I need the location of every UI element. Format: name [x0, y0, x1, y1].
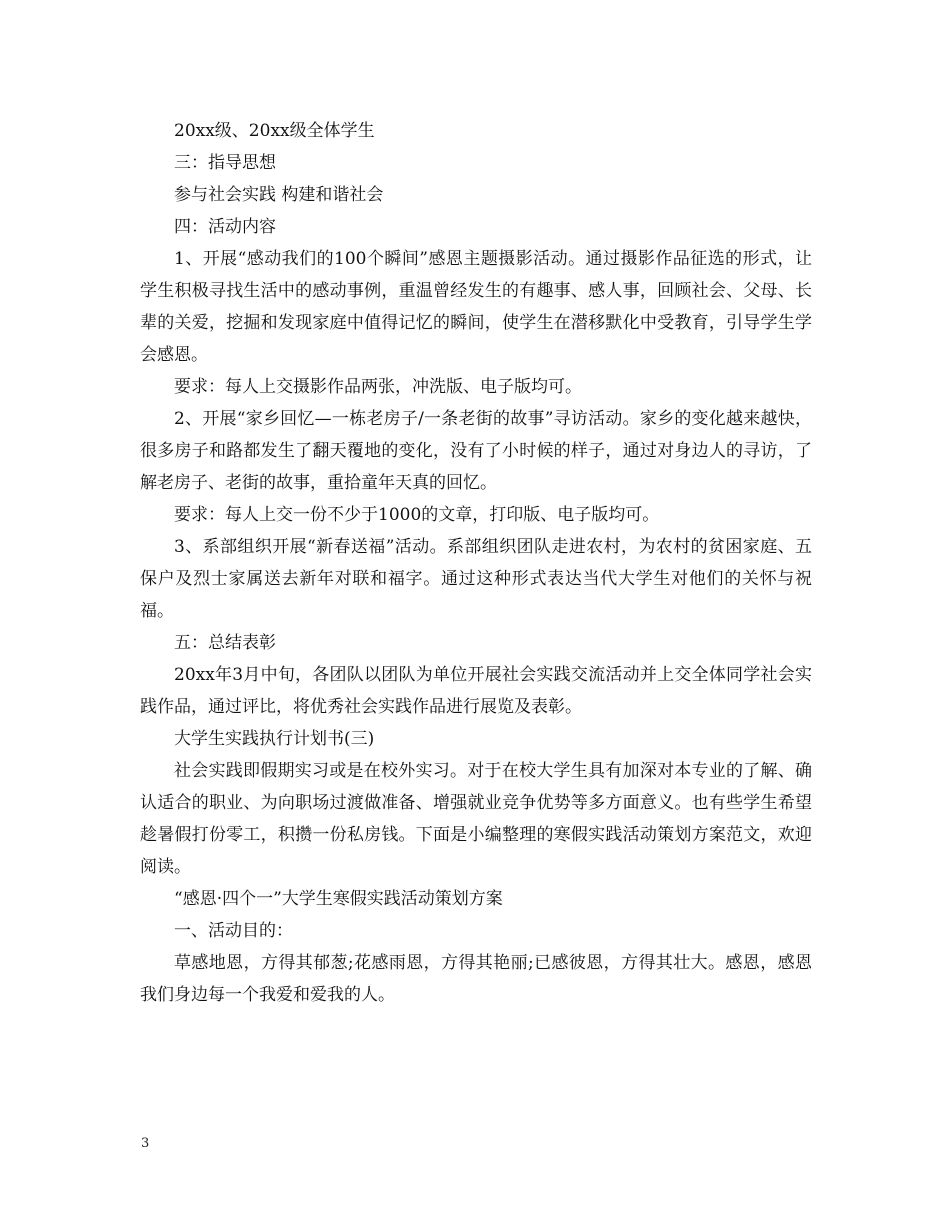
- section-heading-guiding-idea: 三：指导思想: [174, 153, 276, 173]
- paragraph-guiding-idea: 参与社会实践 构建和谐社会: [174, 185, 384, 205]
- paragraph-activity-2: 2、开展“家乡回忆—一栋老房子/一条老街的故事”寻访活动。家乡的变化越来越快，很多房子和路都发生了翻天覆地的变化，没有了小时候的样子，通过对身边人的寻访，了解老房子、老街的故事，重拾童年天真的回忆。: [140, 409, 812, 493]
- paragraph-introduction: 社会实践即假期实习或是在校外实习。对于在校大学生具有加深对本专业的了解、确认适合的职业、为向职场过渡做准备、增强就业竞争优势等多方面意义。也有些学生希望趁暑假打份零工，积攒一份私房钱。下面是小编整理的寒假实践活动策划方案范文，欢迎阅读。: [140, 761, 812, 877]
- section-heading-activity-content: 四：活动内容: [174, 217, 276, 237]
- paragraph-class-line: 20xx级、20xx级全体学生: [174, 121, 375, 141]
- section-heading-purpose: 一、活动目的：: [174, 921, 293, 941]
- paragraph-summary: 20xx年3月中旬，各团队以团队为单位开展社会实践交流活动并上交全体同学社会实践作品，通过评比，将优秀社会实践作品进行展览及表彰。: [140, 665, 812, 717]
- page-number: 3: [141, 1136, 150, 1151]
- paragraph-purpose: 草感地恩，方得其郁葱;花感雨恩，方得其艳丽;已感彼恩，方得其壮大。感恩，感恩我们身边每一个我爱和爱我的人。: [140, 953, 812, 1005]
- paragraph-activity-3: 3、系部组织开展“新春送福”活动。系部组织团队走进农村，为农村的贫困家庭、五保户及烈士家属送去新年对联和福字。通过这种形式表达当代大学生对他们的关怀与祝福。: [140, 537, 812, 621]
- paragraph-activity-1: 1、开展“感动我们的100个瞬间”感恩主题摄影活动。通过摄影作品征选的形式，让学生积极寻找生活中的感动事例，重温曾经发生的有趣事、感人事，回顾社会、父母、长辈的关爱，挖掘和发现家庭中值得记忆的瞬间，使学生在潜移默化中受教育，引导学生学会感恩。: [140, 249, 812, 365]
- paragraph-requirement-2: 要求：每人上交一份不少于1000的文章，打印版、电子版均可。: [174, 505, 660, 525]
- plan-title: “感恩·四个一”大学生寒假实践活动策划方案: [174, 889, 503, 909]
- section-heading-summary: 五：总结表彰: [174, 633, 276, 653]
- paragraph-requirement-1: 要求：每人上交摄影作品两张，冲洗版、电子版均可。: [174, 377, 582, 397]
- document-subtitle: 大学生实践执行计划书(三): [174, 729, 375, 749]
- document-body: [140, 115, 812, 1011]
